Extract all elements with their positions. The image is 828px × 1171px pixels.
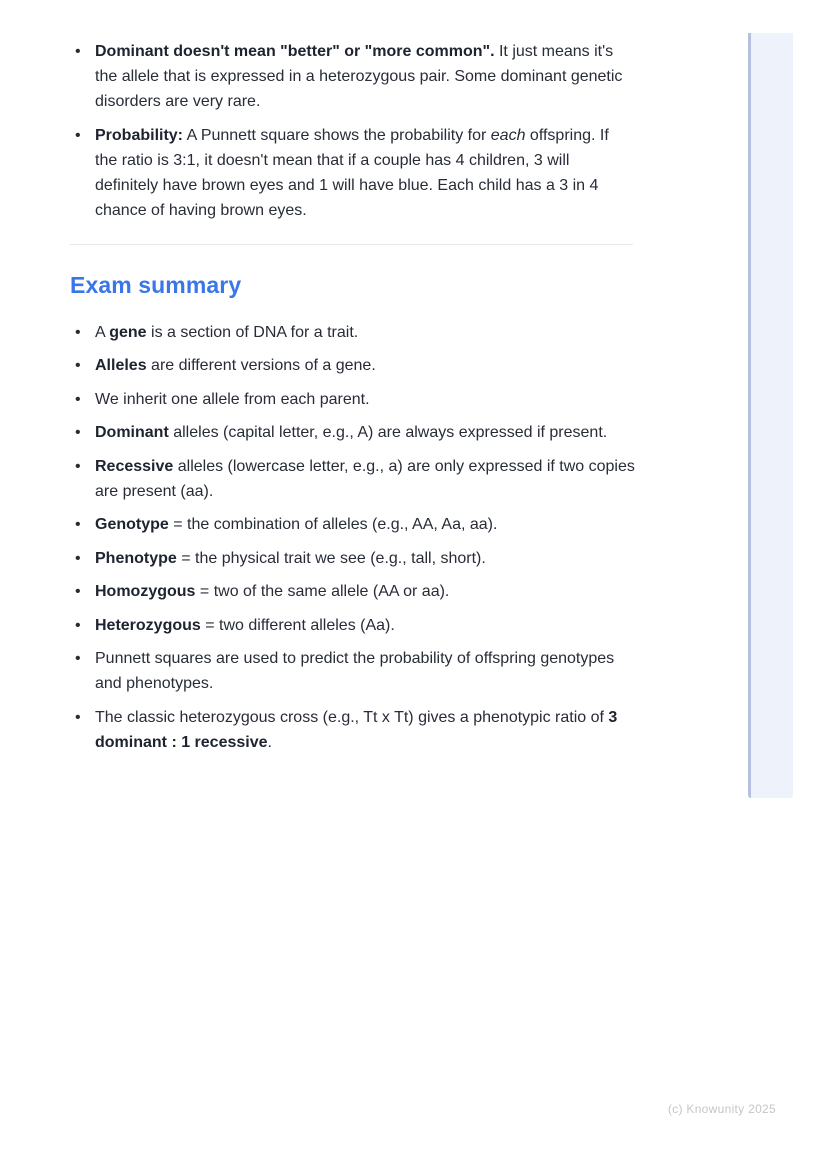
item-bold-text: Alleles [95,357,147,374]
note-bold-text: Dominant doesn't mean "better" or "more common". [95,43,495,60]
list-item [70,320,635,345]
item-bold-text: Phenotype [95,549,177,567]
note-text: It just means it's the allele that is expressed in a heterozygous pair. Some dominant genetic disorders are very rare. [95,43,623,110]
item-bold-text: Recessive [95,457,174,475]
item-bold-text: Dominant [95,424,169,441]
item-bold-text: Heterozygous [95,616,201,634]
section-title: Exam summary [70,271,242,298]
item-text: We inherit one allele from each parent. [95,390,370,408]
item-text: The classic heterozygous cross (e.g., Tt x Tt) gives a phenotypic ratio of [95,708,609,726]
list-item [70,546,635,571]
list-item [70,420,635,445]
item-text: Punnett squares are used to predict the probability of offspring genotypes and phenotypes. [95,650,615,692]
item-bold-text: 3 dominant : 1 recessive [95,708,618,751]
list-item [70,454,635,504]
list-item [70,39,635,114]
section-divider [70,244,633,245]
item-bold-text: gene [109,323,147,341]
item-bold-text: Genotype [95,516,169,533]
exam-summary-list [70,320,635,755]
list-item [70,387,635,412]
item-text: is a section of DNA for a trait. [146,323,359,341]
item-text: = the combination of alleles (e.g., AA, Aa, aa). [168,516,498,533]
document-content [70,39,635,763]
item-text: alleles (capital letter, e.g., A) are always expressed if present. [168,424,608,441]
list-item [70,705,635,755]
item-text: = two of the same allele (AA or aa). [195,583,450,600]
item-text: = the physical trait we see (e.g., tall, short). [176,549,486,567]
list-item [70,512,635,537]
list-item [70,646,635,696]
item-bold-text: Homozygous [95,583,196,600]
item-text: = two different alleles (Aa). [200,616,395,634]
list-item [70,353,635,378]
note-italic-text: each [490,126,526,144]
item-text: . [267,733,272,751]
list-item [70,579,635,604]
footer-copyright: (c) Knowunity 2025 [667,1102,776,1116]
item-text: alleles (lowercase letter, e.g., a) are only expressed if two copies are present (aa). [95,457,635,500]
note-bold-text: Probability: [95,126,184,144]
item-text: are different versions of a gene. [146,357,376,374]
item-text: A [95,323,110,341]
note-text: A Punnett square shows the probability for [183,126,491,144]
page-edge-strip [748,33,793,798]
list-item [70,613,635,638]
note-text: offspring. If the ratio is 3:1, it doesn't mean that if a couple has 4 children, 3 will definitely have brown eyes and 1 will have blue. Each child has a 3 in 4 chance of having brown eyes. [95,126,609,219]
list-item [70,123,635,223]
notes-list [70,39,635,223]
